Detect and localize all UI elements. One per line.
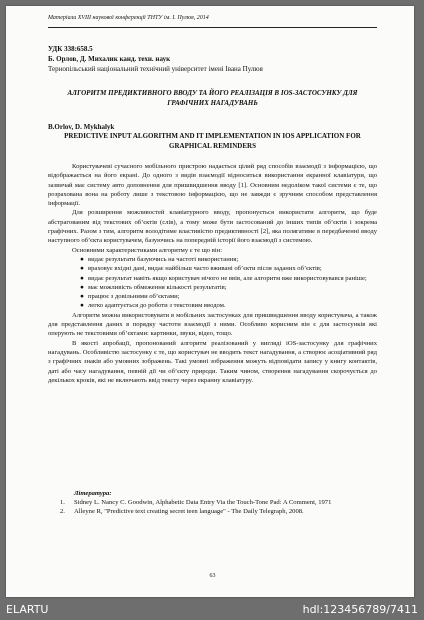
paragraph: Для розширення можливостей клавіатурного вводу, пропонується використати алгоритм, що буде абстрагованим від текстових об’єктів (слів), а тому може бути застосований до інших типів об’єктів і зокрема графічних. Разом з тим, алгоритм володітиме властивістю предиктивності [2], яка полягатиме в передбаченні вводу наступного об’єкта користувачем, базуючись на попередній історії його взаємодії з системою. — [48, 209, 377, 245]
list-item-text: видає результати базуючись на частоті використання; — [88, 255, 239, 263]
bullet-icon: ● — [80, 255, 84, 263]
running-header: Матеріали XVIII наукової конференції ТНТУ ім. І. Пулюя, 2014 — [48, 15, 209, 21]
udk-code: УДК 338:658.5 — [48, 45, 93, 53]
list-item — [48, 255, 377, 264]
title-en: PREDICTIVE INPUT ALGORITHM AND IT IMPLEMENTATION IN IOS APPLICATION FOR GRAPHICAL REMINDERS — [64, 132, 361, 150]
paragraph: Алгоритм можна використовувати в мобільних застосунках для пришвидшення вводу користувача, а також для представлення даних в порядку частоти взаємодії з ними. Особливо корисним він є для застосунків які оперують не текстовими об’єктами: картинки, звуки, відео, тощо. — [48, 311, 377, 338]
list-item — [48, 292, 377, 301]
references — [48, 489, 377, 517]
bullet-icon: ● — [80, 265, 84, 273]
paragraph: В якості апробації, пропонований алгоритм реалізований у вигляді iOS-застосунку для графічних нагадувань. Особливістю застосунку є те, що користувач не вводить текст нагадування, а створює асоціативний ряд з графічних знаків або умовних зображень. Такі умовні зображення можуть відповідати запису у книгу контактів, даті або часу нагадування, певній дії чи об’єкту природи. Таким чином, створення нагадування скорочується до декількох кроків, які не включають ввід тексту через екранну клавіатуру. — [48, 339, 377, 384]
list-item-text: легко адаптується до роботи з текстовим вводом. — [88, 302, 226, 310]
paragraph: Користувачеві сучасного мобільного пристрою надається цілий ряд способів взаємодії з інформацією, що відображається на його екрані. До одного з видів взаємодії відноситься використання екранної клавіатури, що зазвичай має систему авто доповнення для пришвидшення вводу [1]. Основним недоліком такої системи є те, що розрахована вона на роботу лише з текстовою інформацією, що не завжди є зручним способом представлення інформації. — [48, 163, 377, 208]
handle-id: hdl:123456789/7411 — [302, 603, 418, 616]
list-item-text: працює з довільними об’єктами; — [88, 293, 180, 301]
bullet-icon: ● — [80, 283, 84, 291]
list-item-text: враховує вхідні дані, видає найбільш часто вживані об’єкти після заданих об’єктів; — [88, 265, 322, 273]
header-rule — [48, 27, 377, 28]
title-ua: АЛГОРИТМ ПРЕДИКТИВНОГО ВВОДУ ТА ЙОГО РЕАЛІЗАЦІЯ В IOS-ЗАСТОСУНКУ ДЛЯ ГРАФІЧНИХ НАГАДУВАНЬ — [67, 89, 358, 107]
viewer-footer — [0, 601, 424, 620]
list-item — [48, 274, 377, 283]
references-heading: Література: — [74, 490, 112, 497]
body-text — [48, 162, 377, 385]
authors-en: B.Orlov, D. Mykhalyk — [48, 123, 115, 131]
bullet-icon: ● — [80, 302, 84, 310]
affiliation: Тернопільський національний технічний університет імені Івана Пулюя — [48, 65, 263, 73]
reference-list — [48, 498, 377, 517]
page-number: 63 — [209, 573, 216, 579]
authors-ua: Б. Орлов, Д. Михалик канд. техн. наук — [48, 55, 171, 63]
reference-text: Alleyne R, "Predictive text creating secret teen language" - The Daily Telegraph, 2008. — [74, 508, 304, 516]
reference-item — [48, 507, 377, 516]
bullet-icon: ● — [80, 293, 84, 301]
reference-number: 1. — [60, 499, 65, 506]
reference-text: Sidney L. Nancy C. Goodwin, Alphabetic Data Entry Via the Touch-Tone Pad: A Comment, 1971 — [74, 499, 332, 506]
paper-page — [6, 6, 414, 597]
list-item-text: видає результат навіть якщо користувач нічого не ввів, але алгоритм вже використовувався раніше; — [88, 274, 367, 282]
reference-number: 2. — [60, 508, 65, 516]
paragraph: Основними характеристиками алгоритму є те що він: — [72, 246, 223, 254]
repository-name: ELARTU — [6, 603, 49, 616]
feature-list — [48, 255, 377, 311]
list-item — [48, 264, 377, 273]
list-item — [48, 301, 377, 310]
bullet-icon: ● — [80, 274, 84, 282]
reference-item — [48, 498, 377, 507]
list-item — [48, 283, 377, 292]
list-item-text: має можливість обмеження кількості результатів; — [88, 283, 227, 291]
